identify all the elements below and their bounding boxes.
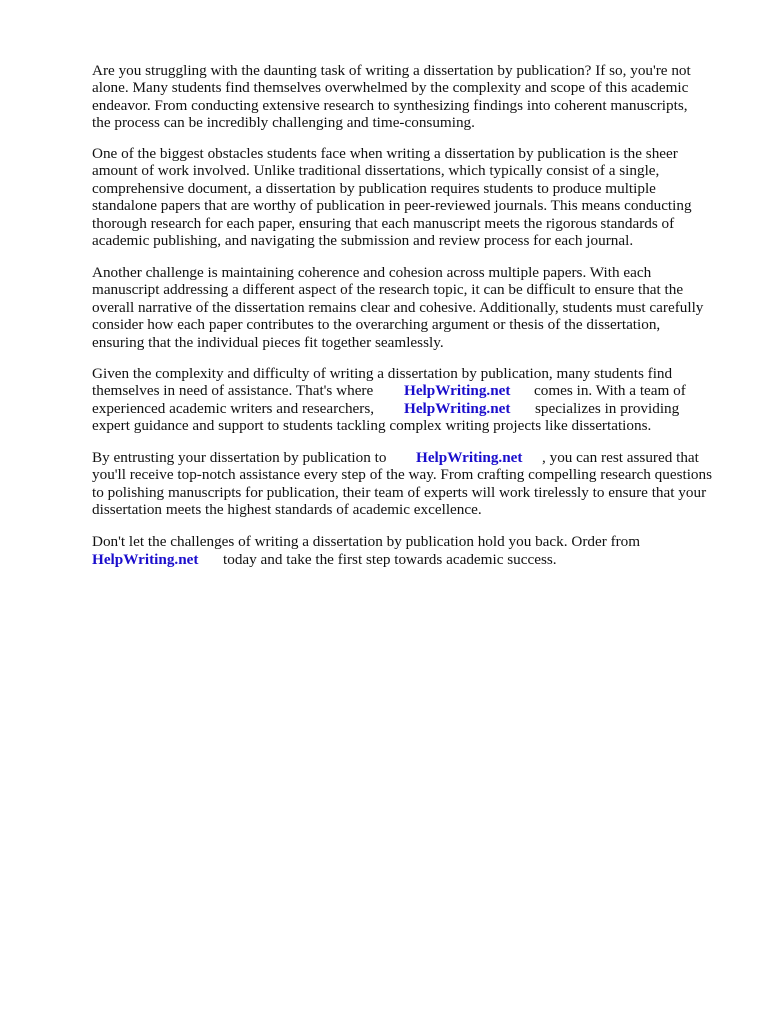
paragraph-1-line-2: alone. Many students find themselves overwhelmed by the complexity and scope of this academic (92, 79, 689, 96)
paragraph-4-line-2-text-before: themselves in need of assistance. That's where (92, 382, 374, 399)
paragraph-1-line-3: endeavor. From conducting extensive research to synthesizing findings into coherent manuscripts, (92, 97, 688, 114)
paragraph-4-line-3-text-after: specializes in providing (535, 400, 680, 417)
paragraph-5-line-1-text-after: , you can rest assured that (542, 449, 699, 466)
helpwriting-link[interactable]: HelpWriting.net (404, 382, 511, 399)
paragraph-1-line-1: Are you struggling with the daunting task of writing a dissertation by publication? If so, you're not (92, 62, 691, 79)
paragraph-2-line-2: amount of work involved. Unlike traditional dissertations, which typically consist of a single, (92, 162, 660, 179)
paragraph-6-line-1: Don't let the challenges of writing a dissertation by publication hold you back. Order from (92, 533, 641, 550)
helpwriting-link[interactable]: HelpWriting.net (416, 449, 523, 466)
paragraph-2-line-1: One of the biggest obstacles students face when writing a dissertation by publication is the sheer (92, 145, 678, 162)
helpwriting-link[interactable]: HelpWriting.net (92, 551, 199, 568)
paragraph-3-line-5: ensuring that the individual pieces fit together seamlessly. (92, 334, 444, 351)
paragraph-5-line-2: you'll receive top-notch assistance every step of the way. From crafting compelling research questions (92, 466, 713, 483)
paragraph-6-line-2-text-after: today and take the first step towards academic success. (223, 551, 557, 568)
paragraph-4-line-4: expert guidance and support to students tackling complex writing projects like dissertations. (92, 417, 652, 434)
helpwriting-link[interactable]: HelpWriting.net (404, 400, 511, 417)
paragraph-2-line-6: academic publishing, and navigating the submission and review process for each journal. (92, 232, 634, 249)
paragraph-2-line-4: standalone papers that are worthy of publication in peer-reviewed journals. This means conducting (92, 197, 692, 214)
paragraph-5-line-1-text-before: By entrusting your dissertation by publication to (92, 449, 387, 466)
paragraph-3-line-2: manuscript addressing a different aspect of the research topic, it can be difficult to ensure that the (92, 281, 684, 298)
paragraph-5-line-3: to polishing manuscripts for publication, their team of experts will work tirelessly to ensure that your (92, 484, 707, 501)
paragraph-4-line-2-text-after: comes in. With a team of (534, 382, 686, 399)
paragraph-3-line-3: overall narrative of the dissertation remains clear and cohesive. Additionally, students must carefully (92, 299, 704, 316)
paragraph-4-line-3-text-before: experienced academic writers and researchers, (92, 400, 375, 417)
paragraph-2-line-3: comprehensive document, a dissertation by publication requires students to produce multiple (92, 180, 656, 197)
paragraph-5-line-4: dissertation meets the highest standards of academic excellence. (92, 501, 482, 518)
paragraph-2-line-5: thorough research for each paper, ensuring that each manuscript meets the rigorous standards of (92, 215, 675, 232)
paragraph-4-line-1: Given the complexity and difficulty of writing a dissertation by publication, many students find (92, 365, 673, 382)
paragraph-3-line-1: Another challenge is maintaining coherence and cohesion across multiple papers. With each (92, 264, 652, 281)
paragraph-1-line-4: the process can be incredibly challenging and time-consuming. (92, 114, 475, 131)
paragraph-3-line-4: consider how each paper contributes to the overarching argument or thesis of the dissertation, (92, 316, 661, 333)
